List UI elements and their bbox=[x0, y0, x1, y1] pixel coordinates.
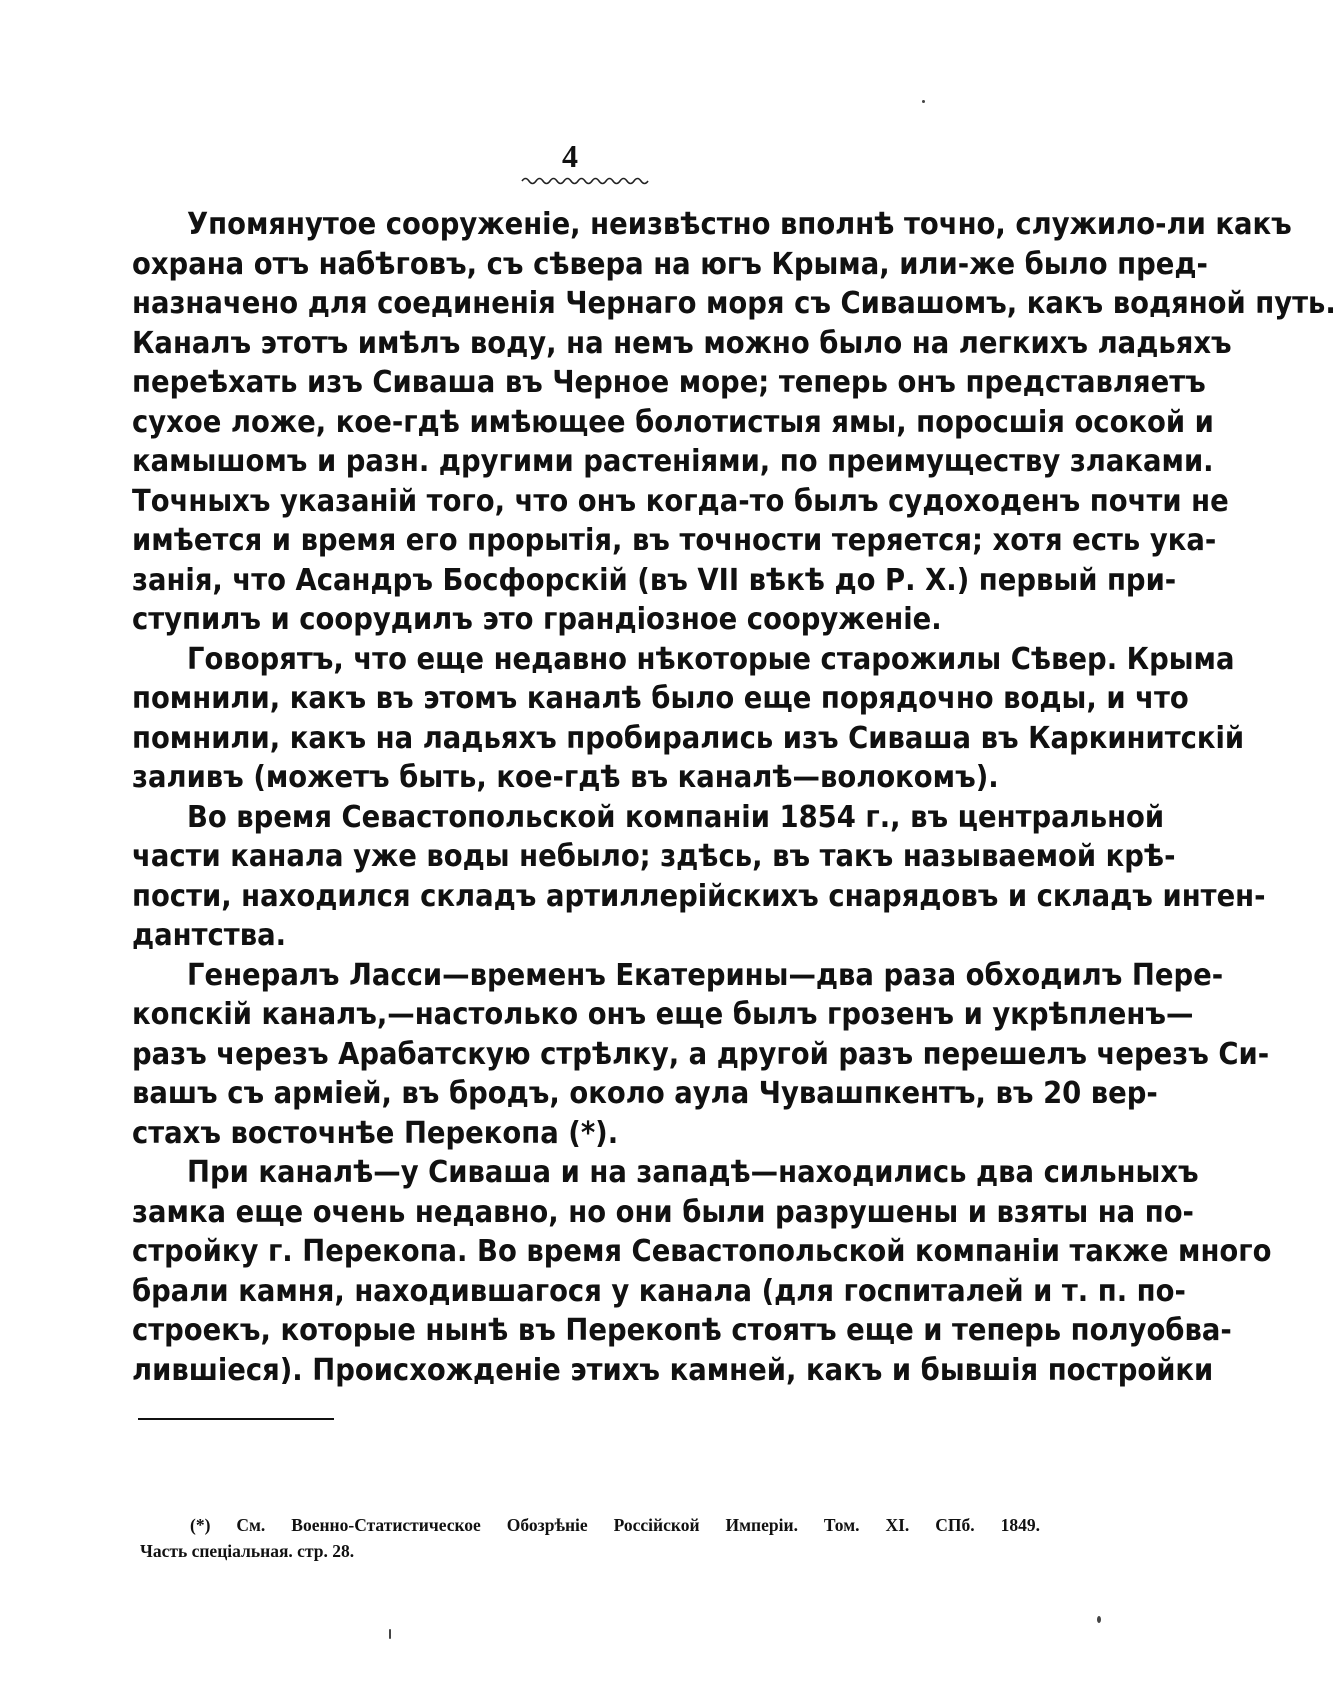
text-line: вашъ съ арміей, въ бродъ, около аула Чувашпкентъ, въ 20 вер- bbox=[132, 1076, 1158, 1111]
text-line: стахъ восточнѣе Перекопа (*). bbox=[132, 1115, 619, 1151]
footnote-line: (*) См. Военно-Статистическое Обозрѣніе Россійской Имперіи. Том. XI. СПб. 1849. bbox=[190, 1515, 1040, 1535]
text-line: охрана отъ набѣговъ, съ сѣвера на югъ Крыма, или-же было пред- bbox=[132, 246, 1208, 282]
print-speck bbox=[922, 100, 925, 103]
footnote-line: Часть спеціальная. стр. 28. bbox=[140, 1541, 355, 1561]
wavy-ornament bbox=[522, 176, 648, 186]
text-line: занія, что Асандръ Босфорскій (въ VII вѣкѣ до Р. Х.) первый при- bbox=[132, 562, 1177, 598]
text-line: Говорятъ, что еще недавно нѣкоторые старожилы Сѣвер. Крыма bbox=[187, 641, 1235, 677]
text-line: помнили, какъ на ладьяхъ пробирались изъ Сиваша въ Каркинитскій bbox=[132, 720, 1245, 756]
text-line: сухое ложе, кое-гдѣ имѣющее болотистыя ямы, поросшія осокой и bbox=[132, 404, 1214, 440]
text-line: строекъ, которые нынѣ въ Перекопѣ стоятъ еще и теперь полуобва- bbox=[132, 1313, 1232, 1348]
text-line: разъ черезъ Арабатскую стрѣлку, а другой разъ перешелъ черезъ Си- bbox=[132, 1036, 1270, 1072]
body-text bbox=[132, 205, 1336, 1390]
text-line: Во время Севастопольской компаніи 1854 г., въ центральной bbox=[187, 799, 1165, 835]
text-line: При каналѣ—у Сиваша и на западѣ—находились два сильныхъ bbox=[187, 1155, 1199, 1190]
text-line: дантства. bbox=[132, 918, 287, 953]
print-speck bbox=[389, 1629, 391, 1639]
text-line: Упомянутое сооруженіе, неизвѣстно вполнѣ точно, служило-ли какъ bbox=[187, 207, 1292, 242]
footnote-divider bbox=[138, 1418, 334, 1420]
text-line: переѣхать изъ Сиваша въ Черное море; теперь онъ представляетъ bbox=[132, 365, 1206, 400]
text-line: помнили, какъ въ этомъ каналѣ было еще порядочно воды, и что bbox=[132, 681, 1189, 716]
text-line: лившіеся). Происхожденіе этихъ камней, какъ и бывшія постройки bbox=[132, 1352, 1214, 1388]
footnote bbox=[140, 1512, 1040, 1564]
text-line: ступилъ и соорудилъ это грандіозное сооруженіе. bbox=[132, 602, 942, 637]
text-line: копскій каналъ,—настолько онъ еще былъ грозенъ и укрѣпленъ— bbox=[132, 997, 1194, 1032]
text-line: имѣется и время его прорытія, въ точности теряется; хотя есть ука- bbox=[132, 523, 1217, 558]
text-line: замка еще очень недавно, но они были разрушены и взяты на по- bbox=[132, 1194, 1194, 1230]
text-line: Генералъ Ласси—временъ Екатерины—два раза обходилъ Пере- bbox=[187, 957, 1224, 993]
print-speck bbox=[1097, 1616, 1101, 1623]
text-line: пости, находился складъ артиллерійскихъ снарядовъ и складъ интен- bbox=[132, 878, 1266, 914]
text-line: назначено для соединенія Чернаго моря съ Сивашомъ, какъ водяной путь. bbox=[132, 286, 1336, 321]
text-line: камышомъ и разн. другими растеніями, по преимуществу злаками. bbox=[132, 444, 1214, 479]
page-number: 4 bbox=[562, 138, 578, 174]
text-line: Каналъ этотъ имѣлъ воду, на немъ можно было на легкихъ ладьяхъ bbox=[132, 325, 1232, 361]
text-line: стройку г. Перекопа. Во время Севастопольской компаніи также много bbox=[132, 1234, 1272, 1269]
text-line: Точныхъ указаній того, что онъ когда-то былъ судоходенъ почти не bbox=[132, 483, 1229, 519]
text-line: брали камня, находившагося у канала (для госпиталей и т. п. по- bbox=[132, 1273, 1186, 1309]
text-line: заливъ (можетъ быть, кое-гдѣ въ каналѣ—волокомъ). bbox=[132, 760, 999, 795]
text-line: части канала уже воды небыло; здѣсь, въ такъ называемой крѣ- bbox=[132, 839, 1176, 874]
